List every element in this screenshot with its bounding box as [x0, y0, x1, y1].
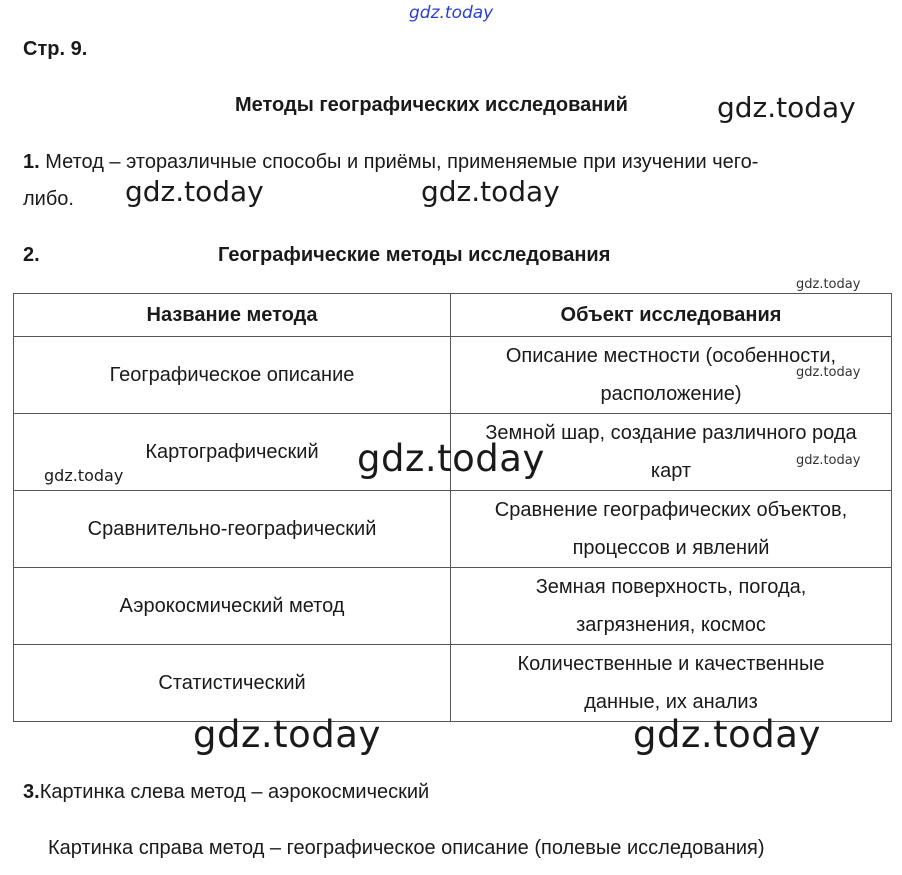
object-line-2: процессов и явлений — [572, 537, 770, 559]
question-1-text: Метод – эторазличные способы и приёмы, применяемые при изучении чего- — [39, 151, 759, 173]
watermark-table-top: gdz.today — [796, 277, 861, 292]
table-row — [14, 337, 892, 414]
question-3-line-2: Картинка справа метод – географическое описание (полевые исследования) — [48, 837, 765, 859]
watermark-row2-right: gdz.today — [796, 453, 861, 468]
object-cell — [451, 491, 892, 568]
question-2-number: 2. — [23, 244, 40, 266]
table-row — [14, 491, 892, 568]
table-row — [14, 645, 892, 722]
question-3 — [23, 781, 429, 804]
question-3-number: 3. — [23, 781, 40, 803]
watermark-q1-right: gdz.today — [421, 175, 560, 208]
object-line-1: Земная поверхность, погода, — [535, 576, 807, 598]
page-label: Стр. 9. — [23, 38, 88, 60]
question-1-text-continued: либо. — [23, 188, 74, 210]
object-line-1: Описание местности (особенности, — [505, 345, 837, 367]
watermark-row2-left: gdz.today — [44, 466, 124, 485]
methods-table — [13, 293, 892, 722]
object-line-2: загрязнения, космос — [576, 614, 766, 636]
watermark-q1-left: gdz.today — [125, 175, 264, 208]
method-cell: Аэрокосмический метод — [14, 568, 451, 645]
object-line-1: Сравнение географических объектов, — [494, 499, 848, 521]
watermark-bottom-right: gdz.today — [633, 713, 821, 756]
object-line-1: Количественные и качественные — [517, 653, 825, 675]
question-1 — [23, 151, 758, 174]
table-header-row — [14, 294, 892, 337]
method-cell: Географическое описание — [14, 337, 451, 414]
object-line-2: карт — [650, 460, 692, 482]
method-cell: Сравнительно-географический — [14, 491, 451, 568]
question-2-heading: Географические методы исследования — [218, 244, 611, 266]
watermark-bottom-left: gdz.today — [193, 713, 381, 756]
watermark-row2-center: gdz.today — [357, 437, 545, 480]
watermark-title: gdz.today — [717, 91, 856, 124]
object-cell — [451, 568, 892, 645]
object-line-2: данные, их анализ — [584, 691, 758, 713]
method-cell: Картографический — [14, 414, 451, 491]
column-header-object: Объект исследования — [451, 294, 892, 337]
object-line-1: Земной шар, создание различного рода — [485, 422, 857, 444]
question-3-line-1: Картинка слева метод – аэрокосмический — [39, 781, 430, 803]
table-row — [14, 568, 892, 645]
watermark-top: gdz.today — [409, 3, 494, 23]
page-title: Методы географических исследований — [235, 94, 628, 116]
column-header-method: Название метода — [14, 294, 451, 337]
question-1-number: 1. — [23, 151, 40, 173]
object-cell — [451, 645, 892, 722]
object-line-2: расположение) — [600, 383, 742, 405]
method-cell: Статистический — [14, 645, 451, 722]
watermark-row1: gdz.today — [796, 365, 861, 380]
